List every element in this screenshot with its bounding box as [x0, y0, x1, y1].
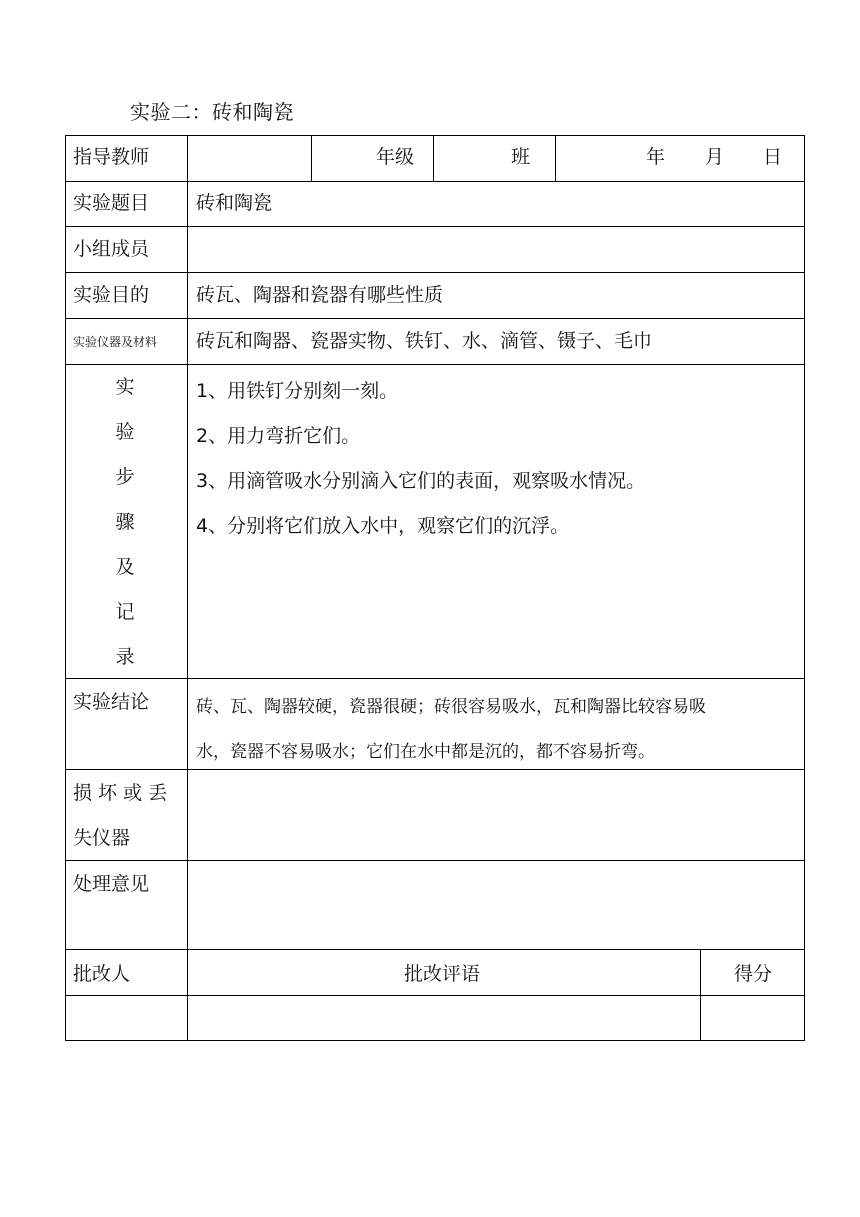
step-item: 1、用铁钉分别刻一刻。 [196, 380, 399, 402]
grade-label: 年级 [376, 146, 415, 168]
purpose-label: 实验目的 [73, 284, 150, 306]
steps-label-char: 记 [115, 601, 135, 623]
row-divider [65, 272, 805, 273]
step-item: 2、用力弯折它们。 [196, 425, 361, 447]
materials-label: 实验仪器及材料 [73, 335, 158, 349]
conclusion-line: 水，瓷器不容易吸水；它们在水中都是沉的，都不容易折弯。 [196, 742, 655, 762]
row-divider [65, 769, 805, 770]
topic-value: 砖和陶瓷 [196, 192, 273, 214]
step-item: 3、用滴管吸水分别滴入它们的表面，观察吸水情况。 [196, 470, 646, 492]
conclusion-line: 砖、瓦、陶器较硬，瓷器很硬；砖很容易吸水，瓦和陶器比较容易吸 [196, 697, 706, 717]
conclusion-label: 实验结论 [73, 691, 150, 713]
row-divider [65, 181, 805, 182]
damage-label-line1: 损 坏 或 丢 [73, 782, 168, 804]
col-divider [700, 949, 701, 1041]
handling-label: 处理意见 [73, 873, 150, 895]
steps-label-char: 验 [115, 421, 135, 443]
document-title: 实验二：砖和陶瓷 [130, 100, 294, 124]
score-label: 得分 [734, 963, 773, 985]
row-divider [65, 678, 805, 679]
steps-label-char: 步 [115, 466, 135, 488]
table-border-right [804, 135, 805, 1041]
steps-label-char: 及 [115, 556, 135, 578]
comment-label: 批改评语 [404, 963, 481, 985]
row-divider [65, 364, 805, 365]
steps-label-char: 录 [115, 646, 135, 668]
row-divider [65, 860, 805, 861]
purpose-value: 砖瓦、陶器和瓷器有哪些性质 [196, 284, 444, 306]
year-label: 年 [646, 146, 666, 168]
table-border-top [65, 135, 805, 136]
row-divider [65, 226, 805, 227]
topic-label: 实验题目 [73, 192, 150, 214]
steps-label-char: 实 [115, 376, 135, 398]
step-item: 4、分别将它们放入水中，观察它们的沉浮。 [196, 515, 570, 537]
label-column-divider [187, 135, 188, 1041]
day-label: 日 [763, 146, 783, 168]
materials-value: 砖瓦和陶器、瓷器实物、铁钉、水、滴管、镊子、毛巾 [196, 330, 653, 352]
table-border-left [65, 135, 66, 1041]
row-divider [65, 318, 805, 319]
row-divider [65, 949, 805, 950]
members-label: 小组成员 [73, 238, 150, 260]
reviewer-label: 批改人 [73, 963, 131, 985]
col-divider [433, 135, 434, 181]
month-label: 月 [705, 146, 725, 168]
damage-label-line2: 失仪器 [73, 827, 131, 849]
teacher-label: 指导教师 [73, 146, 150, 168]
steps-label-char: 骤 [115, 511, 135, 533]
col-divider [555, 135, 556, 181]
col-divider [311, 135, 312, 181]
class-label: 班 [511, 146, 531, 168]
row-divider [65, 995, 805, 996]
table-border-bottom [65, 1040, 805, 1041]
